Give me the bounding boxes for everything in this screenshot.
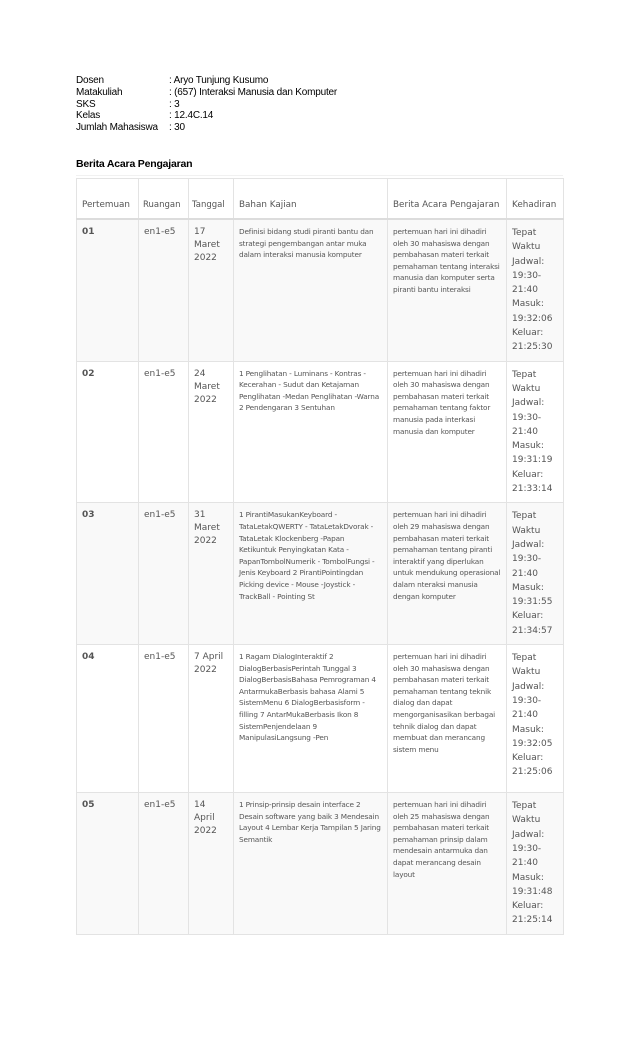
course-info (76, 75, 337, 134)
info-label: SKS (76, 98, 96, 110)
cell-kehadiran: Tepat Waktu Jadwal: 19:30-21:40 Masuk: 19:31:55 Keluar: 21:34:57 (507, 503, 564, 645)
cell-bahan-kajian: Definisi bidang studi piranti bantu dan strategi pengembangan antar muka dalam interaksi manusia komputer (234, 219, 388, 361)
cell-bahan-kajian: 1 Penglihatan - Luminans - Kontras - Kecerahan - Sudut dan Ketajaman Penglihatan -Medan Penglihatan -Warna 2 Pendengaran 3 Sentuhan (234, 361, 388, 503)
cell-pertemuan: 04 (77, 645, 139, 793)
info-label: Jumlah Mahasiswa (76, 122, 158, 134)
table-row (77, 361, 564, 503)
cell-ruangan: en1-e5 (139, 503, 189, 645)
info-label: Kelas (76, 110, 101, 122)
info-value: : 3 (169, 98, 180, 110)
cell-bahan-kajian: 1 Prinsip-prinsip desain interface 2 Desain software yang baik 3 Mendesain Layout 4 Lembar Kerja Tampilan 5 Jaring Semantik (234, 793, 388, 935)
cell-berita-acara: pertemuan hari ini dihadiri oleh 30 mahasiswa dengan pembahasan materi terkait pemahaman tentang interaksi manusia dan komputer serta piranti bantu interaksi (388, 219, 507, 361)
cell-berita-acara: pertemuan hari ini dihadiri oleh 30 mahasiswa dengan pembahasan materi terkait pemahaman tentang teknik dialog dan dapat mengorganisasikan berbagai tehnik dialog dan dapat membuat dan merancang sistem menu (388, 645, 507, 793)
cell-kehadiran: Tepat Waktu Jadwal: 19:30-21:40 Masuk: 19:32:06 Keluar: 21:25:30 (507, 219, 564, 361)
info-value: : 30 (169, 122, 185, 134)
cell-kehadiran: Tepat Waktu Jadwal: 19:30-21:40 Masuk: 19:31:19 Keluar: 21:33:14 (507, 361, 564, 503)
section-title: Berita Acara Pengajaran (76, 158, 563, 176)
cell-tanggal: 14 April 2022 (189, 793, 234, 935)
info-value: : (657) Interaksi Manusia dan Komputer (169, 86, 338, 98)
info-row-sks (76, 99, 337, 111)
info-row-matakuliah (76, 87, 337, 99)
cell-ruangan: en1-e5 (139, 361, 189, 503)
info-row-kelas (76, 110, 337, 122)
info-row-jumlah-mahasiswa (76, 122, 337, 134)
cell-ruangan: en1-e5 (139, 219, 189, 361)
cell-ruangan: en1-e5 (139, 793, 189, 935)
table-row (77, 645, 564, 793)
cell-berita-acara: pertemuan hari ini dihadiri oleh 25 mahasiswa dengan pembahasan materi terkait pemahaman prinsip dalam mendesain antarmuka dan dapat merancang desain layout (388, 793, 507, 935)
cell-pertemuan: 03 (77, 503, 139, 645)
cell-berita-acara: pertemuan hari ini dihadiri oleh 29 mahasiswa dengan pembahasan materi terkait pemahaman tentang piranti interaktif yang diperlukan untuk mendukung operasional dalam nteraksi manusia dengan komputer (388, 503, 507, 645)
cell-tanggal: 31 Maret 2022 (189, 503, 234, 645)
cell-tanggal: 24 Maret 2022 (189, 361, 234, 503)
info-value: : Aryo Tunjung Kusumo (169, 75, 269, 86)
info-label: Dosen (76, 75, 104, 86)
header-ruangan: Ruangan (139, 179, 189, 220)
cell-pertemuan: 05 (77, 793, 139, 935)
table-row (77, 503, 564, 645)
header-berita-acara: Berita Acara Pengajaran (388, 179, 507, 220)
header-kehadiran: Kehadiran (507, 179, 564, 220)
info-label: Matakuliah (76, 86, 123, 98)
cell-ruangan: en1-e5 (139, 645, 189, 793)
table-row (77, 219, 564, 361)
header-tanggal: Tanggal (189, 179, 234, 220)
cell-berita-acara: pertemuan hari ini dihadiri oleh 30 mahasiswa dengan pembahasan materi terkait pemahaman tentang faktor manusia pada interkasi manusia dan komputer (388, 361, 507, 503)
cell-pertemuan: 02 (77, 361, 139, 503)
teaching-record-table (76, 178, 564, 935)
info-row-dosen (76, 75, 337, 87)
info-value: : 12.4C.14 (169, 110, 214, 122)
cell-pertemuan: 01 (77, 219, 139, 361)
cell-kehadiran: Tepat Waktu Jadwal: 19:30-21:40 Masuk: 19:32:05 Keluar: 21:25:06 (507, 645, 564, 793)
header-bahan-kajian: Bahan Kajian (234, 179, 388, 220)
table-header-row (77, 179, 564, 220)
cell-tanggal: 7 April 2022 (189, 645, 234, 793)
cell-kehadiran: Tepat Waktu Jadwal: 19:30-21:40 Masuk: 19:31:48 Keluar: 21:25:14 (507, 793, 564, 935)
cell-tanggal: 17 Maret 2022 (189, 219, 234, 361)
header-pertemuan: Pertemuan (77, 179, 139, 220)
table-row (77, 793, 564, 935)
cell-bahan-kajian: 1 Ragam DialogInteraktif 2 DialogBerbasisPerintah Tunggal 3 DialogBerbasisBahasa Pemrograman 4 AntarmukaBerbasis bahasa Alami 5 SistemMenu 6 DialogBerbasisform - filling 7 AntarMukaBerbasis Ikon 8 SistemPenjendelaan 9 ManipulasiLangsung -Pen (234, 645, 388, 793)
cell-bahan-kajian: 1 PirantiMasukanKeyboard - TataLetakQWERTY - TataLetakDvorak -TataLetak Klockenberg -Papan Ketikuntuk Penyingkatan Kata - PapanTombolNumerik - TombolFungsi -Jenis Keyboard 2 PirantiPointingdan Picking device - Mouse -Joystick -TrackBall - Pointing St (234, 503, 388, 645)
